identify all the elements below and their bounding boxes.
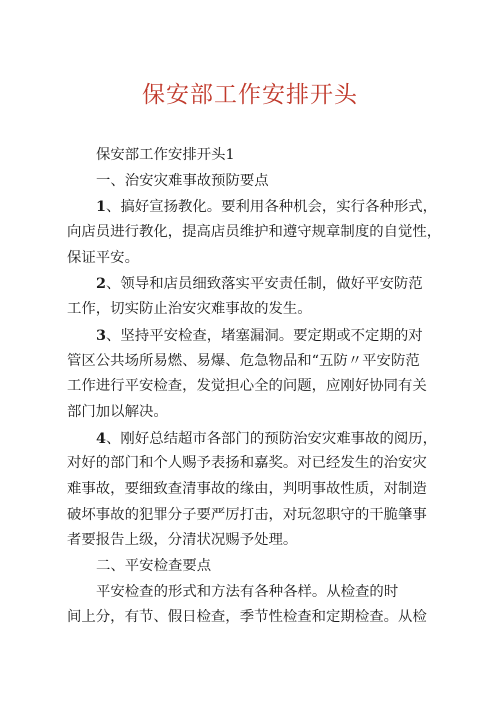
text-line: 二、平安检查要点: [96, 558, 212, 574]
text-line: 平安检查的形式和方法有各种各样。从检查的时: [96, 583, 399, 600]
line-text: 、搞好宣扬教化。要利用各种机会，实行各种形式，: [106, 199, 438, 216]
text-line: 部门加以解决。: [67, 403, 168, 420]
line-text: 、刚好总结超市各部门的预防治安灾难事故的阅历，: [106, 430, 438, 447]
document-body: [67, 143, 447, 631]
line-text: 、坚持平安检查，堵塞漏洞。要定期或不定期的对: [106, 327, 423, 344]
text-line: 保安部工作安排开头1: [96, 147, 235, 163]
text-line: 保证平安。: [67, 249, 139, 266]
text-line: 工作进行平安检查，发觉担心全的问题，应刚好协同有关: [67, 378, 427, 395]
text-line: [67, 426, 447, 452]
text-line: [67, 323, 447, 349]
text-line: 者要报告上级，分清状况赐予处理。: [67, 532, 298, 549]
text-line: [67, 194, 447, 220]
line-text: 、领导和店员细致落实平安责任制，做好平安防范: [106, 276, 423, 293]
text-line: 难事故，要细致查清事故的缘由，判明事故性质，对制造: [67, 480, 427, 497]
item-number: 2: [96, 275, 107, 293]
item-number: 4: [96, 429, 107, 447]
text-line: 向店员进行教化，提高店员维护和遵守规章制度的自觉性，: [67, 224, 442, 241]
text-line: 破坏事故的犯罪分子要严厉打击，对玩忽职守的干脆肇事: [67, 506, 427, 523]
text-line: 管区公共场所易燃、易爆、危急物品和“五防〃平安防范: [67, 352, 420, 369]
text-line: 对好的部门和个人赐予表扬和嘉奖。对已经发生的治安灾: [67, 455, 427, 472]
text-line: 间上分，有节、假日检查，季节性检查和定期检查。从检: [67, 609, 427, 626]
item-number: 3: [96, 326, 107, 344]
text-line: [67, 271, 447, 297]
item-number: 1: [96, 198, 107, 216]
document-title: 保安部工作安排开头: [142, 82, 358, 108]
text-line: 一、治安灾难事故预防要点: [96, 172, 269, 189]
text-line: 工作，切实防止治安灾难事故的发生。: [67, 301, 312, 318]
